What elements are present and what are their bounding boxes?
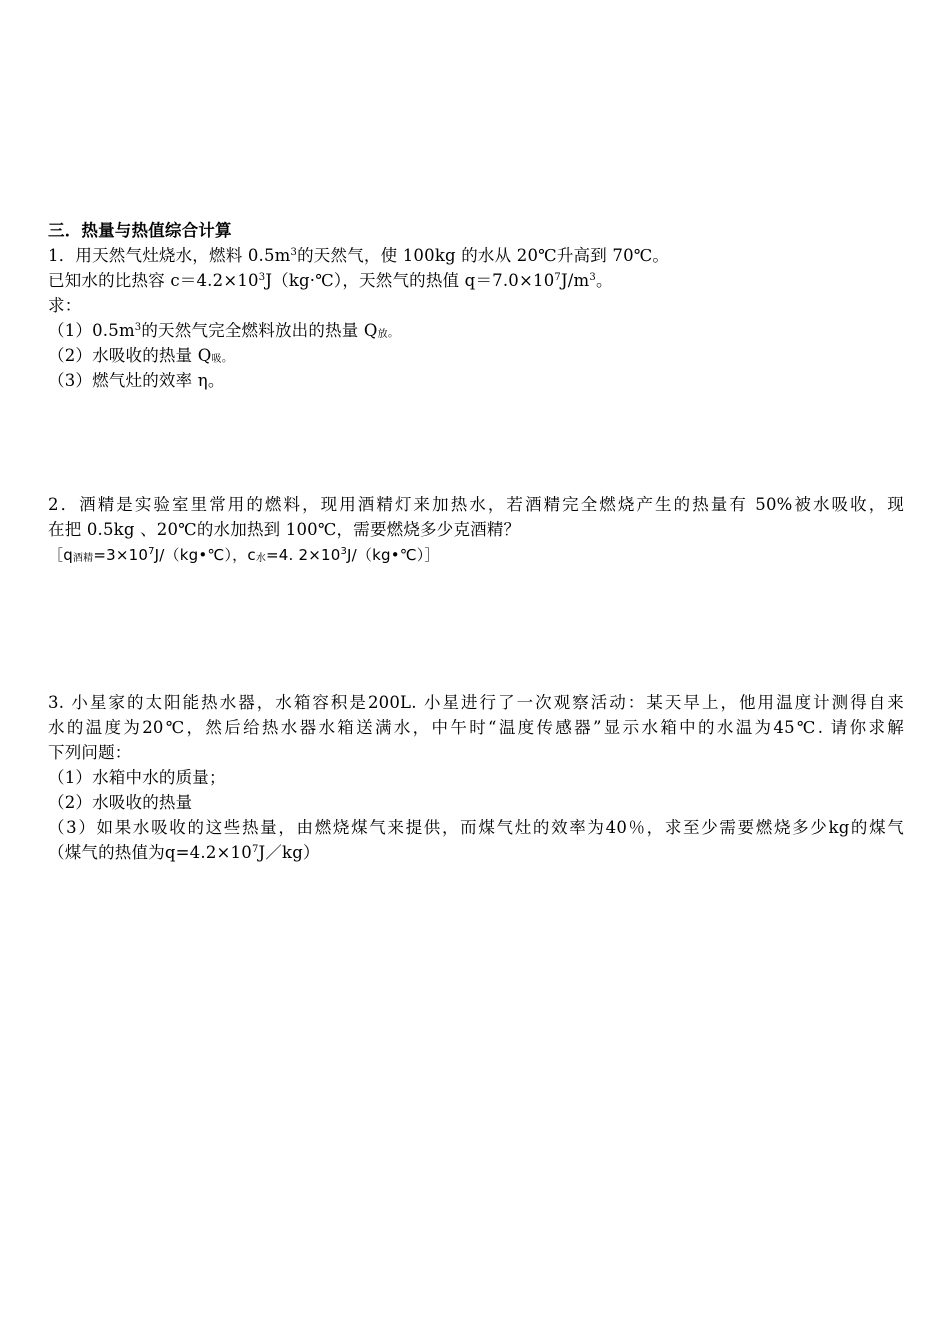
q1-line-1 [48,244,669,268]
q1-text: J/m [560,271,590,290]
superscript: 3 [340,546,348,557]
q3-line-3: 下列问题： [48,743,132,762]
superscript: 7 [148,546,155,557]
q2-text: =4. 2×10 [266,546,341,564]
subscript: 放 [377,329,388,340]
q1-line-6: （3）燃气灶的效率 η。 [48,371,225,390]
q3-line-7 [48,841,320,865]
q3-line-1: 3. 小星家的太阳能热水器，水箱容积是200L. 小星进行了一次观察活动：某天早上，他用温度计测得自来 [48,693,904,712]
q1-text: 。 [387,326,400,339]
q1-line-2 [48,269,613,293]
q2-line-2: 在把 0.5kg 、20℃的水加热到 100℃，需要燃烧多少克酒精？ [48,520,521,539]
q1-line-3: 求： [48,296,82,315]
q1-text: 。 [595,271,613,290]
q1-text: 的天然气，使 100kg 的水从 20℃升高到 70℃。 [297,246,670,265]
subscript: 吸 [211,354,222,365]
superscript: 7 [251,844,259,855]
q3-line-5: （2）水吸收的热量 [48,793,193,812]
superscript: 3 [589,272,596,283]
q3-line-6: （3）如果水吸收的这些热量，由燃烧煤气来提供，而煤气灶的效率为40％，求至少需要燃烧多少kg的煤气 [48,818,904,837]
q3-text: （煤气的热值为q=4.2×10 [48,843,252,862]
q1-text: （1）0.5m [48,321,135,340]
q3-text: J／kg） [258,843,320,862]
superscript: 7 [554,272,561,283]
q1-text: J（kg·℃），天然气的热值 q＝7.0×10 [265,271,555,290]
q2-text: J/（kg•℃）］ [347,546,440,564]
q2-line-3 [48,543,440,567]
subscript: 水 [255,553,267,564]
subscript: 酒精 [72,553,94,564]
q2-text: =3×10 [93,546,149,564]
superscript: 3 [134,322,142,333]
q1-line-5 [48,344,233,370]
q1-line-4 [48,319,399,345]
superscript: 3 [258,272,266,283]
q3-line-2: 水的温度为20℃，然后给热水器水箱送满水，中午时“温度传感器”显示水箱中的水温为45℃. 请你求解 [48,718,904,737]
q1-text: 已知水的比热容 c＝4.2×10 [48,271,259,290]
q3-line-4: （1）水箱中水的质量； [48,768,226,787]
superscript: 3 [290,247,298,258]
q2-line-1: 2．酒精是实验室里常用的燃料，现用酒精灯来加热水，若酒精完全燃烧产生的热量有 50%被水吸收，现 [48,495,904,514]
q1-text: 。 [221,351,233,364]
section-title: 三．热量与热值综合计算 [48,221,232,240]
q2-text: ［q [48,546,73,564]
q1-text: 1．用天然气灶烧水，燃料 0.5m [48,246,291,265]
q2-text: J/（kg•℃），c [154,546,256,564]
q1-text: 的天然气完全燃料放出的热量 Q [141,321,378,340]
q1-text: （2）水吸收的热量 Q [48,346,212,365]
